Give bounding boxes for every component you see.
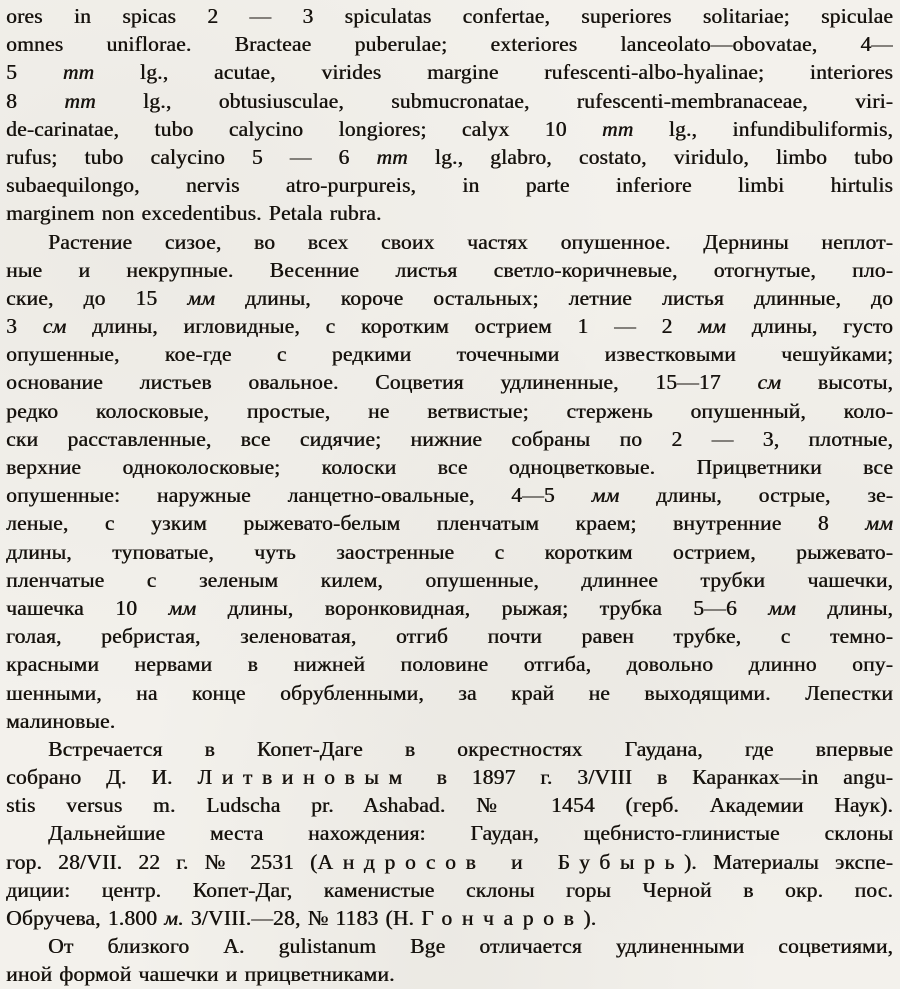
text-line [6,819,893,847]
text-segment: ские, до 15 [6,285,188,310]
text-line [6,87,893,115]
text-segment: длины, туповатые, чуть заостренные с коротким острием, рыжевато- [6,539,893,564]
text-segment: lg., acutae, virides margine rufescenti-albo-hyalinae; interiores [94,60,893,85]
text-segment: редко колосковые, простые, не ветвистые; стержень опушенный, коло- [6,398,893,423]
text-line [6,763,893,791]
italic-text-segment: mm [601,116,634,141]
text-line [6,284,893,312]
text-line [6,256,893,284]
italic-text-segment: см [757,370,782,395]
text-segment: голая, ребристая, зеленоватая, отгиб почти равен трубке, с темно- [6,624,893,649]
text-segment: omnes uniflorae. Bracteae puberulae; exteriores lanceolato—obovatae, 4— [6,32,893,57]
italic-text-segment: mm [64,88,96,113]
text-line [6,58,893,86]
text-segment: marginem non excedentibus. Petala rubra. [6,201,382,226]
text-segment: Растение сизое, во всех своих частях опушенное. Дернины неплот- [48,229,893,254]
text-line [6,960,893,988]
text-line [6,312,893,340]
text-segment: пленчатые с зеленым килем, опушенные, длиннее трубки чашечки, [6,567,893,592]
text-segment: длины, короче остальных; летние листья длинные, до [215,285,893,310]
text-segment: длины, острые, зе- [619,483,893,508]
italic-text-segment: мм [168,595,197,620]
text-segment: de-carinatae, tubo calycino longiores; calyx 10 [6,116,602,141]
letterspaced-name-segment: Андросов и Бубырь [317,849,684,874]
text-line [6,538,893,566]
text-line [6,30,893,58]
text-segment: малиновые. [6,708,116,733]
text-segment: 5 [6,60,63,85]
text-segment: Дальнейшие места нахождения: Гаудан, щебнисто-глинистые склоны [48,821,893,846]
text-segment: ные и некрупные. Весенние листья светло-коричневые, отогнутые, пло- [6,257,893,282]
text-segment: гор. 28/VII. 22 г. № 2531 ( [6,849,318,874]
text-line [6,791,893,819]
text-line [6,397,893,425]
text-segment: собрано Д. И. [6,765,198,790]
text-segment: Встречается в Копет-Даге в окрестностях Гаудана, где впервые [48,736,893,761]
text-segment: иной формой чашечки и прицветниками. [6,962,395,987]
first-collection-paragraph [6,735,893,820]
text-line [6,115,893,143]
text-line [6,453,893,481]
text-segment: ores in spicas 2 — 3 spiculatas confertae, superiores solitariae; spiculae [6,4,893,28]
text-line [6,171,893,199]
text-segment: ски расставленные, все сидячие; нижние собраны по 2 — 3, плотные, [6,426,893,451]
text-segment: красными нервами в нижней половине отгиба, довольно длинно опу- [6,652,893,677]
italic-text-segment: мм [698,314,726,339]
text-line [6,932,893,960]
text-segment: шенными, на конце обрубленными, за край не выходящими. Лепестки [6,680,893,705]
text-segment: lg., infundibuliformis, [633,116,893,141]
russian-description-paragraph [6,228,893,735]
text-segment: От близкого A. gulistanum Bge отличается удлиненными соцветиями, [48,934,893,959]
text-line [6,679,893,707]
text-line [6,622,893,650]
text-segment: леные, с узким рыжевато-белым пленчатым краем; внутренние 8 [6,511,866,536]
text-segment: 3/VIII.—28, № 1183 (Н. [183,906,422,930]
text-segment: в 1897 г. 3/VIII в Каранках—in angu- [411,765,893,790]
text-line [6,904,893,932]
text-line [6,143,893,171]
text-line [6,566,893,594]
text-segment: опушенные: наружные ланцетно-овальные, 4—5 [6,483,592,508]
text-segment: диции: центр. Копет-Даг, каменистые склоны горы Черной в окр. пос. [6,877,893,902]
text-segment: высоты, [781,370,893,395]
text-line [6,735,893,763]
text-segment: длины, воронковидная, рыжая; трубка 5—6 [196,595,769,620]
text-segment: длины, [795,595,893,620]
text-line [6,425,893,453]
text-line [6,2,893,30]
text-segment: длины, густо [725,314,893,339]
italic-text-segment: mm [376,144,408,169]
text-segment: опушенные, кое-где с редкими точечными известковыми чешуйками; [6,342,893,367]
text-segment: длины, игловидные, с коротким острием 1 — 2 [66,314,699,339]
letterspaced-name-segment: Гончаров [421,906,584,930]
text-line [6,340,893,368]
comparison-paragraph [6,932,893,988]
text-line [6,594,893,622]
text-segment: 3 [6,314,43,339]
text-segment: lg., glabro, costato, viridulo, limbo tubo [407,144,893,169]
text-line [6,509,893,537]
further-locations-paragraph [6,819,893,932]
letterspaced-name-segment: Литвиновым [197,765,412,790]
text-segment: rufus; tubo calycino 5 — 6 [6,144,377,169]
text-segment: Обручева, 1.800 [6,906,165,930]
italic-text-segment: мм [591,483,620,508]
text-segment: ). [583,906,597,930]
text-segment: основание листьев овальное. Соцветия удлиненные, 15—17 [6,370,758,395]
italic-text-segment: мм [865,511,893,536]
text-segment: чашечка 10 [6,595,169,620]
page-text [6,2,893,989]
italic-text-segment: мм [187,285,216,310]
italic-text-segment: см [42,314,67,339]
text-segment: 8 [6,88,65,113]
italic-text-segment: mm [62,60,95,85]
text-segment: subaequilongo, nervis atro-purpureis, in parte inferiore limbi hirtulis [6,173,893,198]
text-segment: lg., obtusiusculae, submucronatae, rufescenti-membranaceae, viri- [95,88,893,113]
text-line [6,228,893,256]
latin-description-paragraph [6,2,893,228]
text-line [6,199,893,227]
text-line [6,848,893,876]
text-line [6,650,893,678]
italic-text-segment: м. [164,906,184,930]
text-line [6,481,893,509]
text-line [6,368,893,396]
text-segment: ). Материалы экспе- [683,849,893,874]
text-segment: верхние одноколосковые; колоски все одноцветковые. Прицветники все [6,455,893,479]
text-segment: stis versus m. Ludscha pr. Ashabad. № 1454 (герб. Академии Наук). [6,793,893,818]
text-line [6,876,893,904]
text-line [6,707,893,735]
italic-text-segment: мм [768,595,796,620]
